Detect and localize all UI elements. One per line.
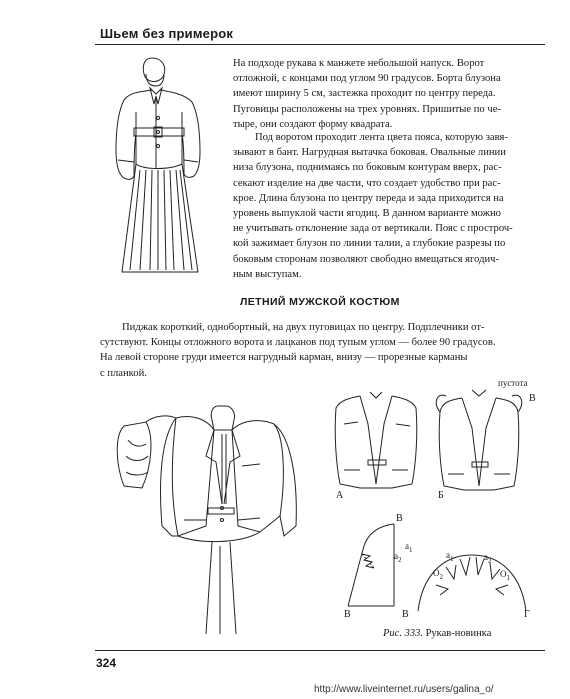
footer-rule	[95, 650, 545, 651]
label-subscript: 2	[488, 556, 492, 565]
text-line: Пиджак короткий, однобортный, на двух пуговицах по центру. Подплечники от-	[122, 322, 485, 333]
diagram-label-a2b	[484, 552, 492, 565]
label-subscript: 1	[506, 573, 510, 582]
text-line: не учитывать отклонение зада от вертикали. Пояс с простроч-	[233, 223, 513, 235]
text-line: тыре, они создают форму квадрата.	[233, 118, 393, 130]
text-line: с планкой.	[100, 367, 147, 379]
diagram-label-g: Г	[524, 609, 530, 620]
text-line: Под воротом проходит лента цвета пояса, которую завя-	[255, 132, 508, 143]
text-line: зывают в бант. Нагрудная вытачка боковая. Овальные линии	[233, 147, 506, 159]
label-letter: О	[433, 568, 440, 578]
diagram-label-o1	[500, 569, 510, 582]
diagram-label-v-sleeve-top: В	[396, 513, 403, 524]
sleeve-cap-pattern	[338, 520, 408, 610]
sleeve-dome-pattern	[412, 545, 532, 615]
diagram-label-b: Б	[438, 490, 444, 501]
page-number: 324	[96, 656, 117, 670]
text-line: На подходе рукава к манжете небольшой напуск. Ворот	[233, 58, 485, 69]
text-line: имеют ширину 5 см, застежка проходит по центру переда.	[233, 88, 496, 100]
text-line: крое. Длина блузона по центру переда и зада приходится на	[233, 192, 504, 204]
label-letter: а	[484, 552, 488, 562]
blouse-description-paragraph-1	[233, 56, 545, 132]
text-line: низа блузона, поднимаясь по боковым контурам вверх, рас-	[233, 162, 502, 174]
caption-number: Рис. 333.	[383, 628, 423, 639]
label-letter: О	[500, 569, 507, 579]
diagram-label-v-top: В	[402, 609, 409, 620]
text-line: кой зажимает блузон по линии талии, а глубокие разрезы по	[233, 238, 506, 250]
caption-text: Рукав-новинка	[425, 628, 492, 639]
diagram-label-pustota: пустота	[498, 378, 528, 388]
diagram-label-o2	[433, 568, 443, 581]
blouse-illustration	[100, 52, 220, 284]
section-title: ЛЕТНИЙ МУЖСКОЙ КОСТЮМ	[240, 296, 400, 308]
diagram-label-v-bottom: В	[344, 609, 351, 620]
text-line: отложной, с концами под углом 90 градусов. Борта блузона	[233, 73, 501, 85]
text-line: уровень выпуклой части ягодиц. В данном варианте можно	[233, 208, 501, 220]
label-subscript: 1	[450, 554, 454, 563]
label-subscript: 1	[409, 545, 413, 554]
label-letter: а	[405, 541, 409, 551]
blouse-description-paragraph-2	[233, 130, 545, 282]
source-url-watermark: http://www.liveinternet.ru/users/galina_o/	[314, 684, 494, 695]
diagram-label-a2	[394, 551, 402, 564]
jacket-diagram-b	[432, 384, 530, 496]
label-subscript: 2	[439, 572, 443, 581]
suit-description-paragraph	[100, 320, 548, 381]
text-line: секают изделие на две части, что создает удобство при рас-	[233, 177, 501, 189]
text-line: боковым сторонам позволяют свободно вмещаться ягодич-	[233, 253, 499, 265]
header-rule	[95, 44, 545, 45]
text-line: На левой стороне груди имеется нагрудный карман, внизу — прорезные карманы	[100, 352, 468, 364]
figure-caption	[383, 628, 491, 639]
running-header: Шьем без примерок	[100, 26, 234, 41]
label-letter: а	[446, 550, 450, 560]
text-line: сутствуют. Концы отложного ворота и лацканов под тупым углом — более 90 градусов.	[100, 337, 496, 349]
jacket-illustration	[110, 396, 320, 636]
label-letter: а	[394, 551, 398, 561]
text-line: Пуговицы расположены на трех уровнях. Пришитые по че-	[233, 103, 501, 115]
diagram-label-v-right: В	[529, 393, 536, 404]
label-subscript: 2	[398, 555, 402, 564]
diagram-label-a1b	[446, 550, 454, 563]
text-line: ным выступам.	[233, 268, 302, 280]
diagram-label-a: А	[336, 490, 344, 501]
jacket-diagram-a	[330, 384, 425, 494]
